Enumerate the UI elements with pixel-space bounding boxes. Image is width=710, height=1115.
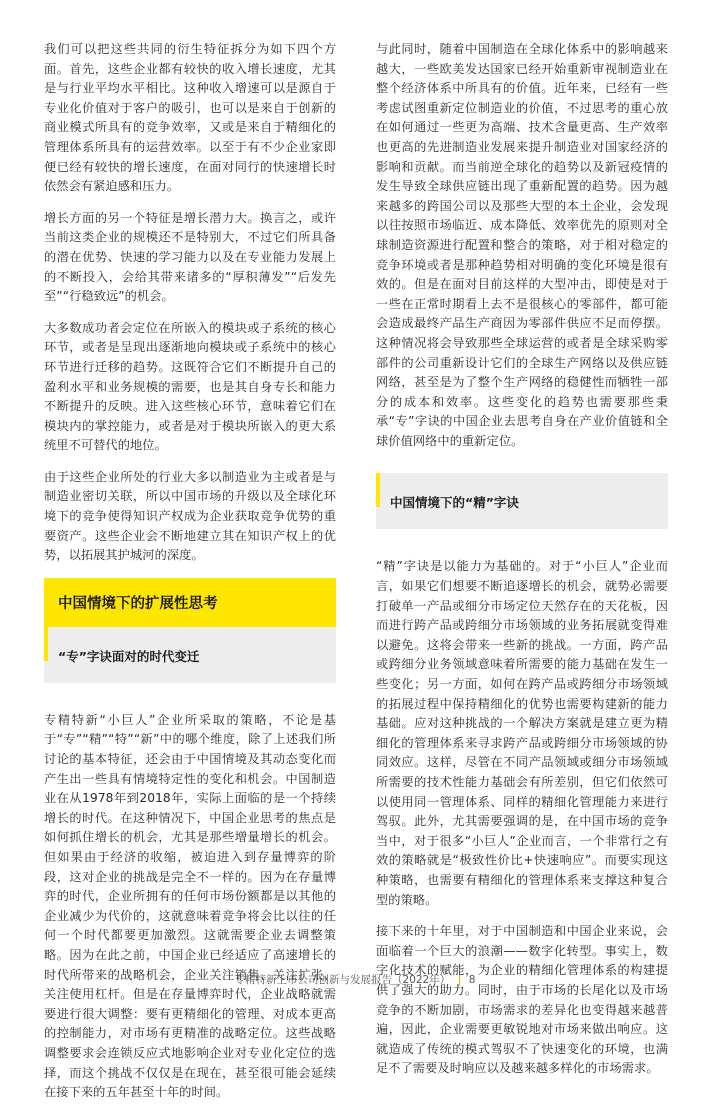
paragraph: 由于这些企业所处的行业大多以制造业为主或者是与制造业密切关联，所以中国市场的升级以及全球化环境下的竞争使得知识产权成为企业获取竞争优势的重要资产。这些企业会不断地建立其在知识产权上的优势，以拓展其护城河的深度。 [44, 469, 336, 563]
paragraph: 增长方面的另一个特征是增长潜力大。换言之，或许当前这类企业的规模还不是特别大，不过它们所具备的潜在优势、快速的学习能力以及在专业能力发展上的不断投入，会给其带来诸多的“厚积薄发”“后发先至”“行稳致远”的机会。 [44, 210, 336, 304]
paragraph: 大多数成功者会定位在所嵌入的模块或子系统的核心环节，或者是呈现出逐渐地向模块或子系统中的核心环节进行迁移的趋势。这既符合它们不断提升自己的盈利水平和业务规模的需要，也是其自身专长和能力不断提升的反映。进入这些核心环节，意味着它们在模块内的掌控能力，或者是对于模块所嵌入的更大系统里不可替代的地位。 [44, 320, 336, 453]
page-footer [0, 972, 710, 987]
paragraph: 接下来的十年里，对于中国制造和中国企业来说，会面临着一个巨大的浪潮——数字化转型。事实上，数字化技术的赋能，为企业的精细化管理体系的构建提供了强大的助力。同时，由于市场的长尾化以及市场竞争的不断加剧，市场需求的差异化也变得越来越普遍，因此，企业需要更敏锐地对市场来做出响应。这就造成了传统的模式驾驭不了快速变化的环境，也满足不了需要及时响应以及越来越多样化的市场需求。 [376, 924, 668, 1076]
paragraph: 与此同时，随着中国制造在全球化体系中的影响越来越大，一些欧美发达国家已经开始重新审视制造业在整个经济体系中所具有的价值。近年来，已经有一些考虑试图重新定位制造业的价值，不过思考的重心放在如何通过一些更为高端、技术含量更高、生产效率也更高的先进制造业发展来提升制造业对国家经济的影响和贡献。而当前逆全球化的趋势以及新冠疫情的发生导致全球供应链出现了重新配置的趋势。因为越来越多的跨国公司以及那些大型的本土企业，会发现以往按照市场临近、成本降低、效率优先的原则对全球制造资源进行配置和整合的策略，对于相对稳定的竞争环境或者是那种趋势相对明确的变化环境是很有效的。但是在面对目前这样的大型冲击，即使是对于一些在正常时期看上去不是很核心的零部件，都可能会造成最终产品生产商因为零部件供应不足而停摆。这种情况将会导致那些全球运营的或者是全球采购零部件的公司重新设计它们的全球生产网络以及供应链网络，甚至是为了整个生产网络的稳健性而牺牲一部分的成本和效率。这些变化的趋势也需要那些秉承“专”字诀的中国企业去思考自身在产业价值链和全球价值网络中的重新定位。 [376, 42, 668, 448]
paragraph: 我们可以把这些共同的衍生特征拆分为如下四个方面。首先，这些企业都有较快的收入增长速度，尤其是与行业平均水平相比。这种收入增速可以是源自于专业化价值对于客户的吸引，也可以是来自于创新的商业模式所具有的竞争效率，又或是来自于精细化的管理体系所具有的运营效率。以至于有不少企业家即便已经有较快的增长速度，在面对同行的快速增长时依然会有紧迫感和压力。 [44, 42, 336, 194]
page-number: 8 [468, 974, 476, 986]
section-heading: 中国情境下的扩展性思考 [44, 578, 336, 627]
right-column [376, 40, 668, 1091]
subheading-box [44, 627, 336, 683]
paragraph: 专精特新“小巨人”企业所采取的策略，不论是基于“专”“精”“特”“新”中的哪个维度，除了上述我们所讨论的基本特征，还会由于中国情境及其动态变化而产生出一些具有情境特定性的变化和机会。中国制造业在从1978年到2018年，实际上面临的是一个持续增长的时代。在这种情况下，中国企业思考的焦点是如何抓住增长的机会，尤其是那些增量增长的机会。但如果由于经济的收缩，被迫进入到存量博弈的阶段，这对企业的挑战是完全不一样的。因为在存量博弈的时代，企业所拥有的任何市场份额都是以其他的企业减少为代价的，这就意味着竞争将会比以往的任何一个时代都要更加激烈。这就需要企业去调整策略。因为在此之前，中国企业已经适应了高速增长的时代所带来的战略机会，企业关注销售、关注扩张、关注使用杠杆。但是在存量博弈时代，企业战略就需要进行很大调整：要有更精细化的管理、对成本更高的控制能力，对市场有更精准的战略定位。这些战略调整要求会连锁反应式地影响企业对专业化定位的选择，而这个挑战不仅仅是在现在，甚至很可能会延续在接下来的五年甚至十年的时间。 [44, 712, 336, 1100]
footer-title: 专精特新上市公司创新与发展报告（2022年） [234, 974, 451, 986]
paragraph: “精”字诀是以能力为基础的。对于“小巨人”企业而言，如果它们想要不断追逐增长的机会，就势必需要打破单一产品或细分市场定位天然存在的天花板，因而进行跨产品或跨细分市场领域的业务拓展就变得难以避免。这将会带来一些新的挑战。一方面，跨产品或跨细分业务领域意味着所需要的能力基础在发生一些变化；另一方面，如何在跨产品或跨细分市场领域的拓展过程中保持精细化的优势也需要构建新的能力基础。应对这种挑战的一个解决方案就是建立更为精细化的管理体系来寻求跨产品或跨细分市场领域的协同效应。这样，尽管在不同产品领域或细分市场领域所需要的技术性能力基础会有所差别，但它们依然可以使用同一管理体系、同样的精细化管理能力来进行驾驭。此外，尤其需要强调的是，在中国市场的竞争当中，对于很多“小巨人”企业而言，一个非常行之有效的策略就是“极致性价比+快速响应”。而要实现这种策略，也需要有精细化的管理体系来支撑这种复合型的策略。 [376, 559, 668, 907]
footer-separator: | [457, 974, 462, 986]
subheading-box [376, 473, 668, 529]
subheading: “专”字诀面对的时代变迁 [58, 648, 200, 664]
accent-bar [376, 473, 380, 507]
left-column [44, 40, 336, 1115]
accent-bar [44, 627, 48, 661]
subheading: 中国情境下的“精”字诀 [390, 495, 519, 511]
